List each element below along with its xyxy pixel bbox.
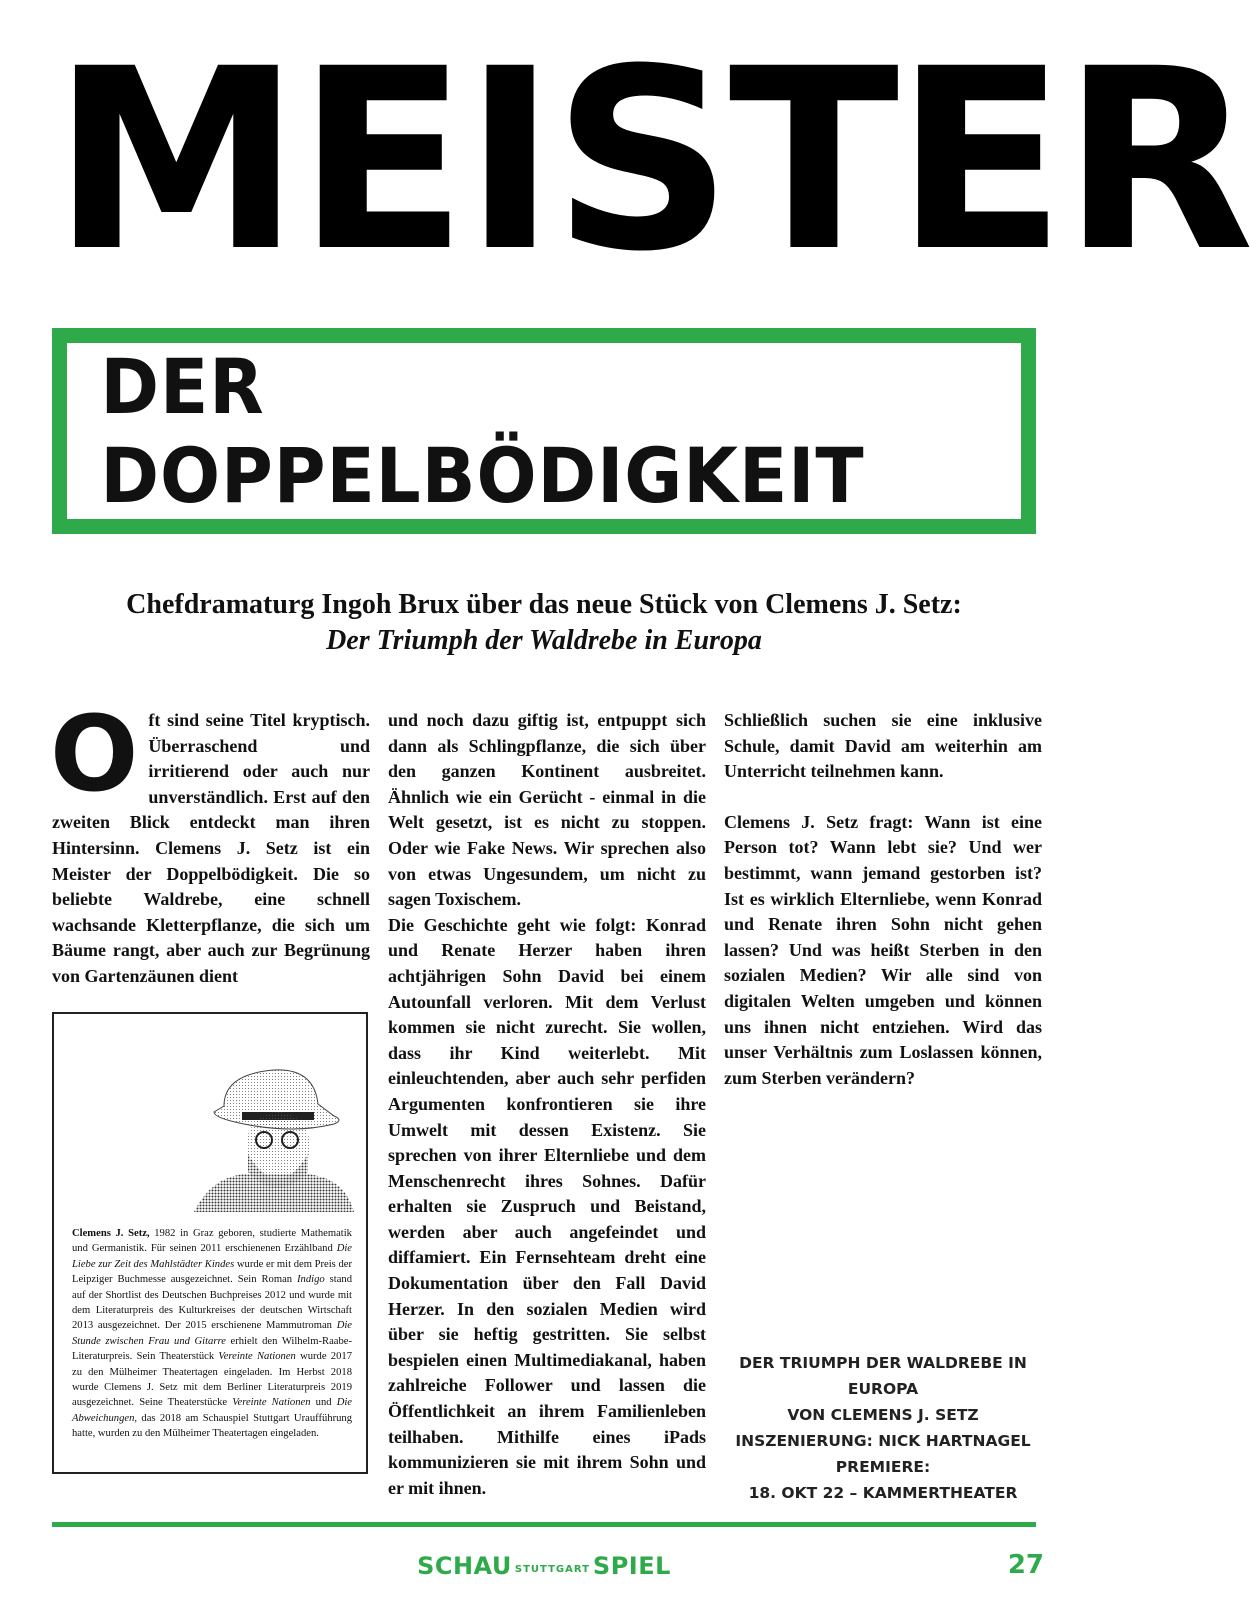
bio-text: erhielt den Wilhelm-Raabe-Literaturpreis. Sein Theaterstück [72,1335,352,1363]
credit-line: 18. OKT 22 – KAMMERTHEATER [748,1484,1018,1502]
author-bio-text [72,1226,352,1442]
column-2-paragraph-2: Die Geschichte geht wie folgt: Konrad und Renate Herzer haben ihren achtjährigen Sohn David bei einem Autounfall verloren. Mit dem Verlust kommen sie nicht zurecht. Sie wollen, dass ihr Kind weiterlebt. Mit einleuchtenden, aber auch sehr perfiden Argumenten konfrontieren sie ihre Umwelt mit dessen Existenz. Sie sprechen von ihrer Elternliebe und dem Menschenrecht ihres Sohnes. Dafür erhalten sie Zuspruch und Beistand, werden aber auch angefeindet und diffamiert. Ein Fernsehteam dreht eine Dokumentation über den Fall David Herzer. In den sozialen Medien wird über sie heftig gestritten. Sie selbst bespielen einen Multimediakanal, haben zahlreiche Follower und lassen die Öffentlichkeit an ihrem Familienleben teilhaben. Mithilfe eines iPads kommunizieren sie mit ihrem Sohn und er mit ihnen. [388,914,706,1498]
credit-line: DER TRIUMPH DER WALDREBE IN EUROPA [739,1354,1027,1398]
article-column-3 [724,708,1042,1091]
theater-logo [0,1552,1088,1580]
bio-text: wurde er mit dem Preis der Leipziger Buchmesse ausgezeichnet. Sein Roman [72,1258,352,1286]
play-title: Der Triumph der Waldrebe in Europa [326,625,762,656]
intro-line: Chefdramaturg Ingoh Brux über das neue Stück von Clemens J. Setz: [126,589,962,620]
page-title: MEISTER [52,15,1250,306]
column-2-paragraph-1: und noch dazu giftig ist, entpuppt sich dann als Schlingpflanze, die sich über den ganzen Kontinent ausbreitet. Ähnlich wie ein Gerücht - einmal in die Welt gesetzt, ist es nicht zu stoppen. Oder wie Fake News. Wir sprechen also von etwas Ungesundem, um nicht zu sagen Toxischem. [388,710,706,910]
credit-line: INSZENIERUNG: NICK HARTNAGEL [735,1432,1031,1450]
bio-text: und [310,1397,337,1409]
logo-schau: SCHAU [417,1552,512,1580]
bio-book-title: Indigo [297,1274,325,1286]
bio-book-title: Die Liebe zur Zeit des Mahlstädter Kindes [72,1243,352,1270]
bio-book-title: Die Stunde zwischen Frau und Gitarre [72,1320,352,1347]
column-1-text: ft sind seine Titel kryptisch. Überraschend und irritierend oder auch nur unverständlich. Erst auf den zweiten Blick entdeckt man ihren Hintersinn. Clemens J. Setz ist ein Meister der Doppelbödigkeit. Die so beliebte Waldrebe, eine schnell wachsande Kletterpflanze, die sich um Bäume rangt, aber auch zur Begrünung von Gartenzäunen dient [52,710,370,986]
bio-play-title: Vereinte Nationen [218,1351,296,1363]
drop-cap: O [50,693,139,815]
credit-line: PREMIERE: [835,1458,931,1476]
footer-rule [52,1522,1036,1527]
bio-text: das 2018 am Schauspiel Stuttgart Uraufführung hatte, wurden zu den Mülheimer Theatertagen eingeladen. [72,1412,352,1440]
author-portrait [184,1054,354,1212]
logo-stuttgart: STUTTGART [514,1564,590,1575]
article-column-1 [50,693,370,990]
credit-line: VON CLEMENS J. SETZ [787,1406,979,1424]
article-intro [52,587,1036,659]
production-credits [724,1350,1042,1506]
bio-text: 1982 in Graz geboren, studierte Mathematik und Germanistik. Für seinen 2011 erschienenen Erzählband [72,1228,352,1255]
boxed-subtitle: DER DOPPELBÖDIGKEIT [100,342,865,520]
article-column-2 [388,708,706,1501]
bio-play-title: Die Abweichungen, [72,1397,352,1424]
column-3-paragraph-1: Schließlich suchen sie eine inklusive Schule, damit David am weiterhin am Unterricht teilnehmen kann. [724,710,1042,782]
bio-text: stand auf der Shortlist des Deutschen Buchpreises 2012 und wurde mit dem Literaturpreis des Kulturkreises der deutschen Wirtschaft 2013 ausgezeichnet. Der 2015 erschienene Mammutroman [72,1274,353,1332]
subtitle-box [52,328,1036,534]
bio-text: wurde 2017 zu den Mülheimer Theatertagen eingeladen. Im Herbst 2018 wurde Clemens J. Setz mit dem Berliner Literaturpreis 2019 ausgezeichnet. Seine Theaterstücke [72,1351,352,1409]
page-number: 27 [1007,1550,1044,1580]
logo-spiel: SPIEL [592,1552,671,1580]
bio-name: Clemens J. Setz, [72,1228,150,1239]
bio-play-title: Vereinte Nationen [232,1397,311,1409]
column-3-paragraph-2: Clemens J. Setz fragt: Wann ist eine Person tot? Wann lebt sie? Und wer bestimmt, wann jemand gestorben ist? Ist es wirklich Elternliebe, wenn Konrad und Renate ihren Sohn nicht gehen lassen? Und was heißt Sterben in den sozialen Medien? Wir alle sind von digitalen Welten umgeben und können uns ihnen nicht entziehen. Wird das unser Verhältnis zum Loslassen können, zum Sterben verändern? [724,811,1042,1088]
author-bio-box [52,1012,368,1474]
